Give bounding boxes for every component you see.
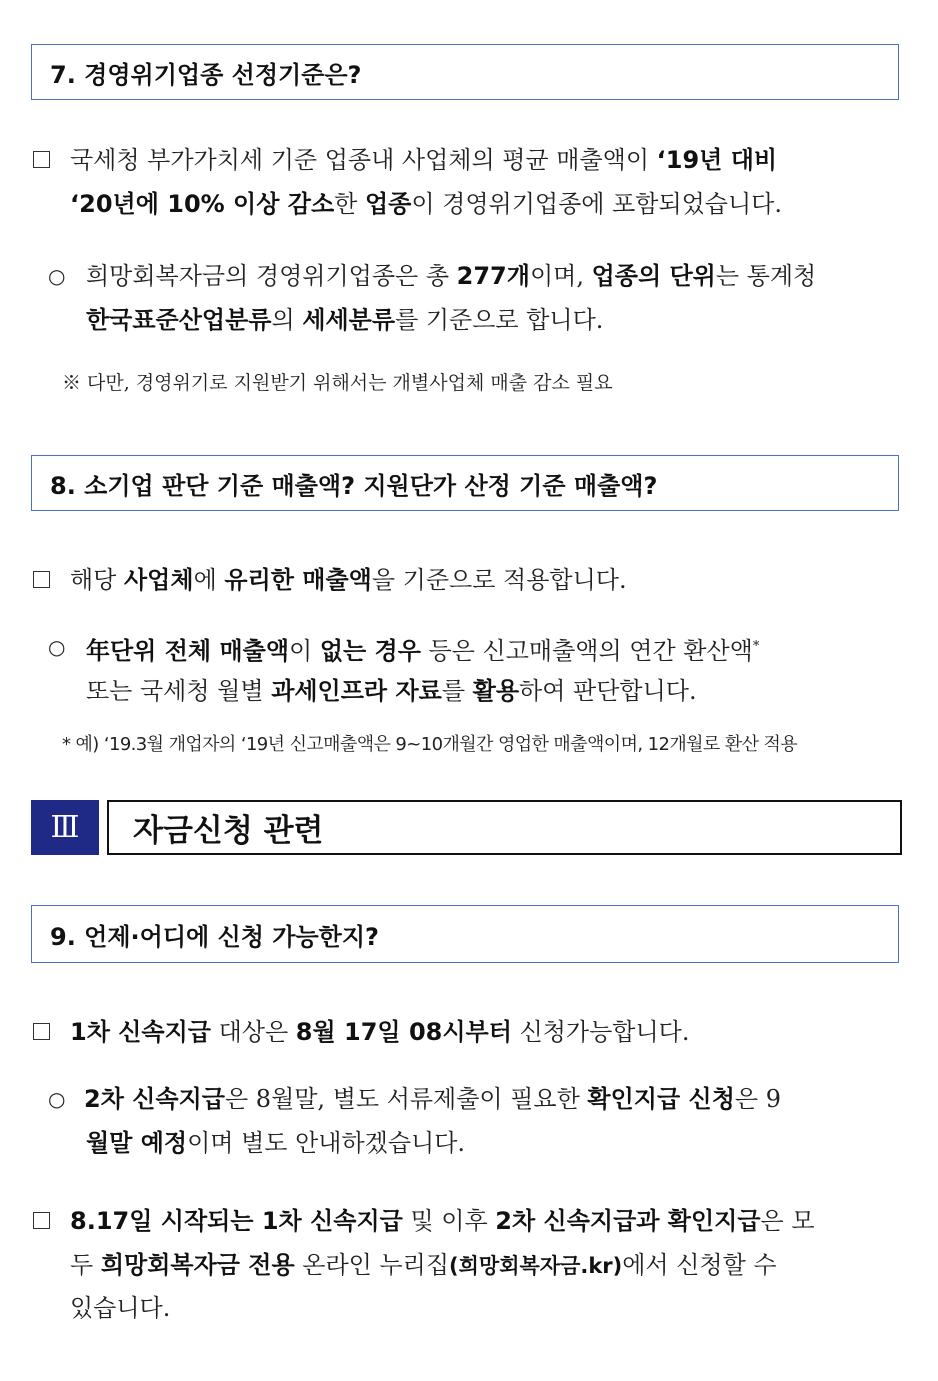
text: 희망회복자금의 경영위기업종은 총 [86,262,457,290]
text: 은 8월말, 별도 서류제출이 필요한 [224,1085,588,1113]
text-bold: 월말 예정 [86,1129,188,1157]
text-bold: 세세분류 [302,306,396,334]
section-numeral: Ⅲ [31,800,99,855]
text: 등은 신고매출액의 연간 환산액 [420,637,753,665]
text-bold: 한국표준산업분류 [86,306,272,334]
section-title-box [107,800,902,855]
text: 는 통계청 [715,262,817,290]
text: 두 [70,1251,101,1279]
footnote-marker: * [752,639,760,654]
q7-note: ※ 다만, 경영위기로 지원받기 위해서는 개별사업체 매출 감소 필요 [62,372,613,394]
text: 해당 [70,566,124,594]
text: 온라인 누리집 [294,1251,450,1279]
q8-footnote: * 예) ‘19.3월 개업자의 ‘19년 신고매출액은 9~10개월간 영업한 매출액이며, 12개월로 환산 적용 [62,734,798,755]
text-bold: 업종 [364,190,412,218]
bullet-circle-icon: ○ [48,1087,66,1111]
text: 이 경영위기업종에 포함되었습니다. [411,190,782,218]
question-9-box [31,905,899,963]
text: 은 모 [760,1207,815,1235]
text: 및 이후 [402,1207,496,1235]
text-bold: 없는 경우 [319,637,421,665]
bullet-circle-icon: ○ [48,635,66,659]
text: 하여 판단합니다. [519,677,697,705]
text-bold: 8월 17일 08시부터 [295,1018,512,1046]
bullet-circle-icon: ○ [48,264,66,288]
question-8-box [31,455,899,511]
text-bold: ‘20년에 10% 이상 감소 [70,190,335,218]
text-bold: 年단위 전체 매출액 [86,637,289,665]
text-bold: 활용 [472,677,520,705]
text-bold: 2차 신속지급 [84,1085,225,1113]
text: 한 [334,190,365,218]
text: 을 기준으로 적용합니다. [371,566,627,594]
section-title: 자금신청 관련 [133,813,324,849]
checkbox-square-icon [33,1023,50,1040]
text: 의 [271,306,303,334]
text-bold: 희망회복자금 전용 [100,1251,295,1279]
text: 있습니다. [70,1294,171,1322]
text-bold: 1차 신속지급 [70,1018,211,1046]
text: 이며 별도 안내하겠습니다. [187,1129,466,1157]
text-bold: 업종의 단위 [591,262,716,290]
text-bold: 유리한 매출액 [224,566,372,594]
checkbox-square-icon [33,151,50,168]
text-bold: ‘19년 대비 [656,146,778,174]
text: 또는 국세청 월별 [86,677,272,705]
text-bold: (희망회복자금.kr) [449,1254,623,1278]
checkbox-square-icon [33,571,50,588]
text: 이며, [529,262,592,290]
question-9-title: 9. 언제·어디에 신청 가능한지? [50,922,379,951]
text-bold: 2차 신속지급과 확인지급 [495,1207,761,1235]
question-7-title: 7. 경영위기업종 선정기준은? [50,60,362,89]
text-bold: 사업체 [124,566,194,594]
text-bold: 8.17일 시작되는 1차 신속지급 [70,1207,403,1235]
text-bold: 277개 [456,262,530,290]
checkbox-square-icon [33,1212,50,1229]
text: 이 [289,637,320,665]
text: 은 9 [734,1085,781,1113]
question-7-box [31,44,899,100]
text: 에 [193,566,225,594]
text-bold: 확인지급 신청 [587,1085,735,1113]
text: 에서 신청할 수 [622,1251,777,1279]
question-8-title: 8. 소기업 판단 기준 매출액? 지원단가 산정 기준 매출액? [50,471,658,500]
text: 신청가능합니다. [511,1018,690,1046]
text: 대상은 [210,1018,296,1046]
text-bold: 과세인프라 자료 [271,677,442,705]
text: 를 기준으로 합니다. [395,306,604,334]
text: 를 [441,677,473,705]
text: 국세청 부가가치세 기준 업종내 사업체의 평균 매출액이 [70,146,657,174]
